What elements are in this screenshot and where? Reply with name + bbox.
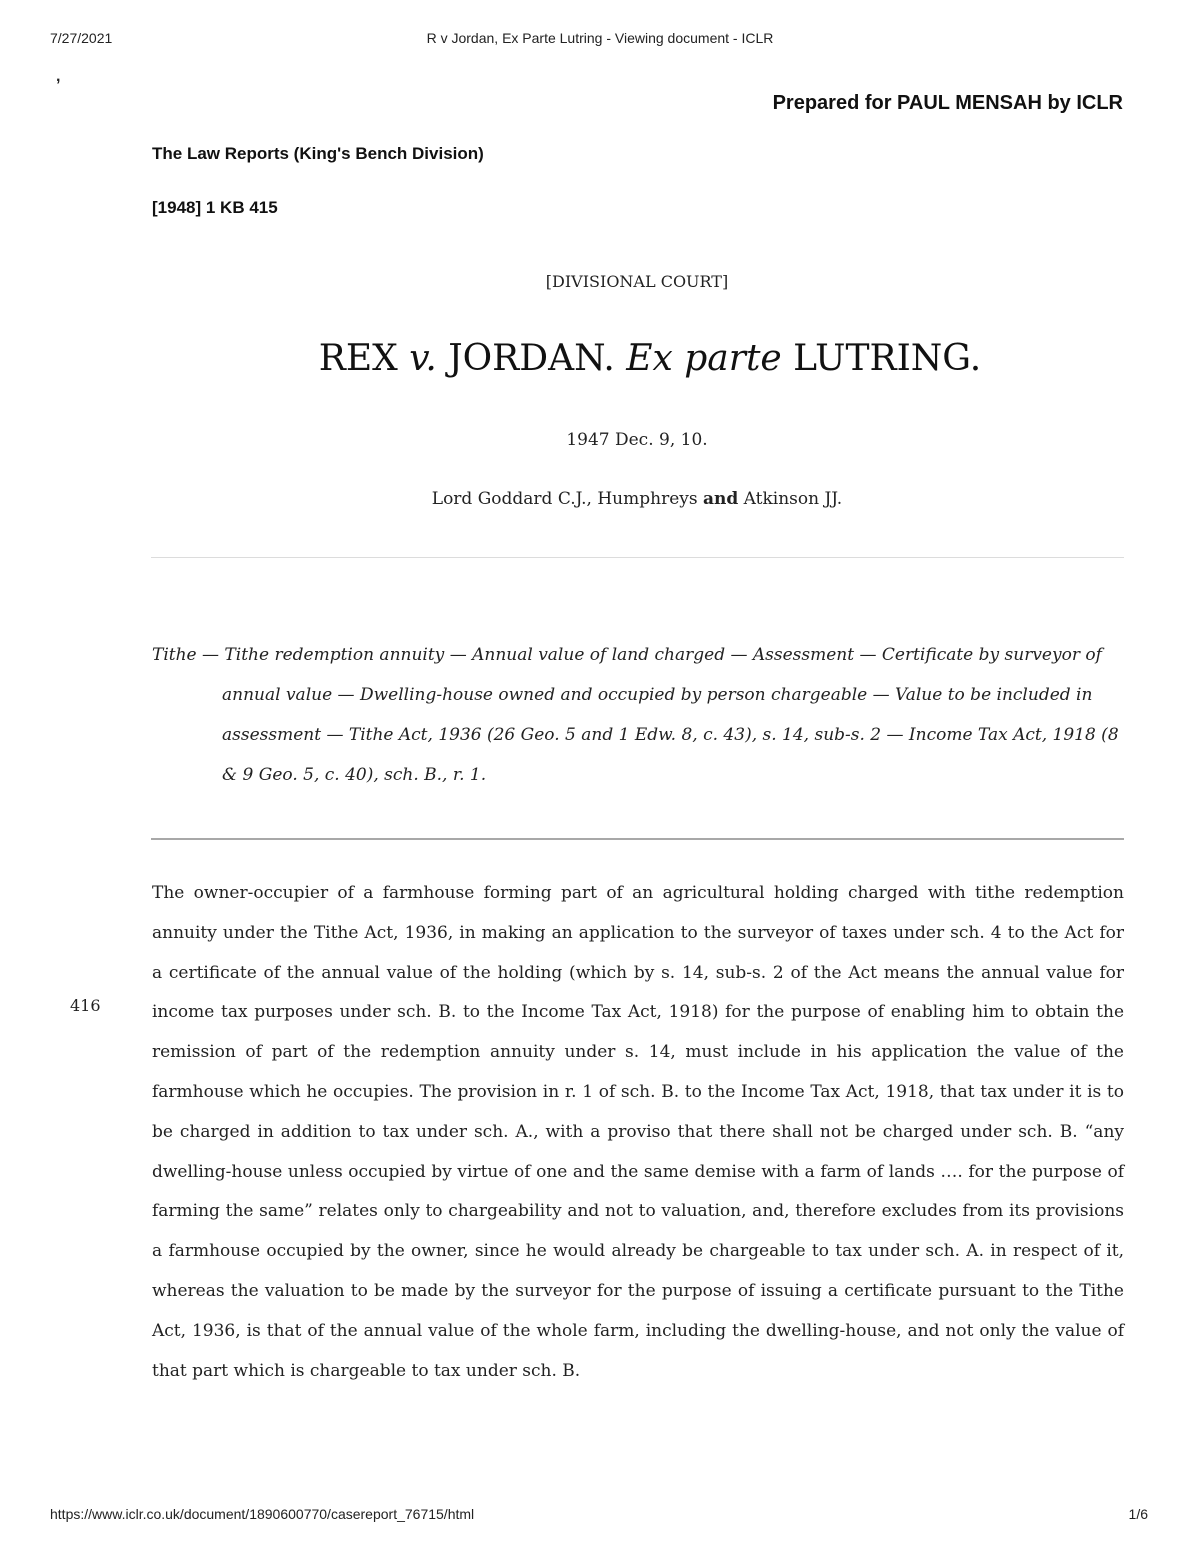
judges: [150, 489, 1124, 509]
judges-before: Lord Goddard C.J., Humphreys: [431, 489, 704, 509]
case-title-versus: v.: [409, 338, 437, 379]
print-header: [0, 30, 1200, 50]
stray-mark: ,: [56, 68, 61, 85]
divider-thin: [151, 557, 1124, 558]
case-title-ex-parte: Ex parte: [626, 338, 782, 379]
print-page-number: 1/6: [1128, 1506, 1148, 1522]
case-title: [150, 338, 1150, 379]
print-date: 7/27/2021: [50, 30, 113, 46]
case-title-part2: JORDAN.: [436, 338, 627, 379]
print-page-title: R v Jordan, Ex Parte Lutring - Viewing document - ICLR: [426, 30, 774, 46]
report-series: The Law Reports (King's Bench Division): [152, 144, 484, 163]
hearing-date: 1947 Dec. 9, 10.: [566, 430, 708, 450]
print-footer: [0, 1506, 1200, 1526]
citation: [1948] 1 KB 415: [152, 198, 278, 217]
headnote: The owner-occupier of a farmhouse forming part of an agricultural holding charged with tithe redemption annuity under the Tithe Act, 1936, in making an application to the surveyor of taxes under sch. 4 to the Act for a certificate of the annual value of the holding (which by s. 14, sub-s. 2 of the Act means the annual value for income tax purposes under sch. B. to the Income Tax Act, 1918) for the purpose of enabling him to obtain the remission of part of the redemption annuity under s. 14, must include in his application the value of the farmhouse which he occupies. The provision in r. 1 of sch. B. to the Income Tax Act, 1918, that tax under it is to be charged in addition to tax under sch. A., with a proviso that there shall not be charged under sch. B. “any dwelling-house unless occupied by virtue of one and the same demise with a farm of lands …. for the purpose of farming the same” relates only to chargeability and not to valuation, and, therefore excludes from its provisions a farmhouse occupied by the owner, since he would already be chargeable to tax under sch. A. in respect of it, whereas the valuation to be made by the surveyor for the purpose of issuing a certificate pursuant to the Tithe Act, 1936, is that of the annual value of the whole farm, including the dwelling-house, and not only the value of that part which is chargeable to tax under sch. B.: [152, 883, 1124, 1381]
margin-page-number: 416: [70, 996, 101, 1015]
case-title-part1: REX: [318, 338, 410, 379]
print-url: https://www.iclr.co.uk/document/1890600770/casereport_76715/html: [50, 1506, 475, 1522]
case-title-part3: LUTRING.: [781, 338, 982, 379]
prepared-for: Prepared for PAUL MENSAH by ICLR: [772, 92, 1123, 114]
judges-after: Atkinson JJ.: [738, 489, 843, 509]
catchwords: Tithe — Tithe redemption annuity — Annual value of land charged — Assessment — Certificate by surveyor of annual value — Dwelling-house owned and occupied by person chargeable — Value to be included in assessment — Tithe Act, 1936 (26 Geo. 5 and 1 Edw. 8, c. 43), s. 14, sub-s. 2 — Income Tax Act, 1918 (8 & 9 Geo. 5, c. 40), sch. B., r. 1.: [152, 645, 1119, 785]
divider-thick: [151, 838, 1124, 840]
judges-and: and: [703, 489, 739, 509]
court-name: [DIVISIONAL COURT]: [545, 272, 729, 291]
